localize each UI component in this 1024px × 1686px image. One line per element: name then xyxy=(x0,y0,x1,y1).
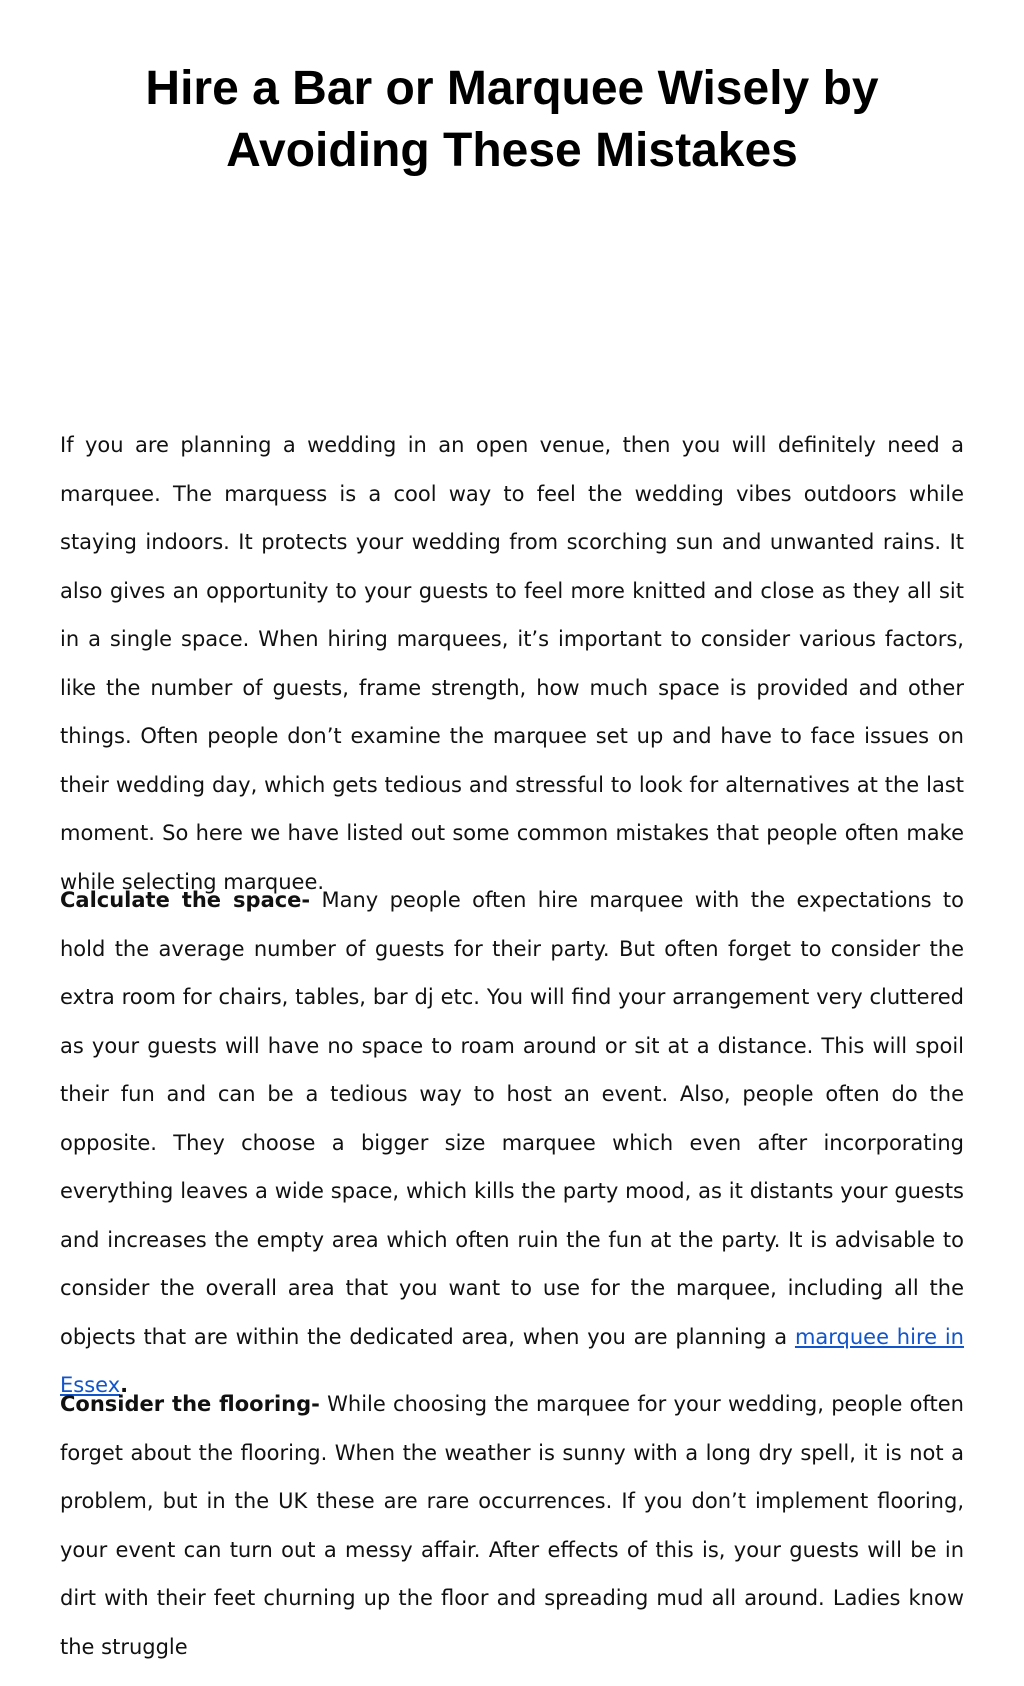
space-paragraph xyxy=(60,876,964,1410)
intro-text: If you are planning a wedding in an open venue, then you will definitely need a marquee. The marquess is a cool way to feel the wedding vibes outdoors while staying indoors. It protects your wedding from scorching sun and unwanted rains. It also gives an opportunity to your guests to feel more knitted and close as they all sit in a single space. When hiring marquees, it’s important to consider various factors, like the number of guests, frame strength, how much space is provided and other things. Often people don’t examine the marquee set up and have to face issues on their wedding day, which gets tedious and stressful to look for alternatives at the last moment. So here we have listed out some common mistakes that people often make while selecting marquee. xyxy=(60,433,964,894)
document-title xyxy=(100,58,924,182)
flooring-text: While choosing the marquee for your wedding, people often forget about the flooring. When the weather is sunny with a long dry spell, it is not a problem, but in the UK these are rare occurrences. If you don’t implement flooring, your event can turn out a messy affair. After effects of this is, your guests will be in dirt with their feet churning up the floor and spreading mud all around. Ladies know the struggle xyxy=(60,1392,964,1659)
marquee-hire-link[interactable]: marquee hire in Essex xyxy=(60,1324,964,1397)
flooring-heading: Consider the flooring- xyxy=(60,1392,320,1416)
flooring-paragraph xyxy=(60,1380,964,1671)
space-heading: Calculate the space- xyxy=(60,888,311,912)
intro-paragraph xyxy=(60,421,964,906)
space-text: Many people often hire marquee with the expectations to hold the average number of guests for their party. But often forget to consider the extra room for chairs, tables, bar dj etc. You will find your arrangement very cluttered as your guests will have no space to roam around or sit at a distance. This will spoil their fun and can be a tedious way to host an event. Also, people often do the opposite. They choose a bigger size marquee which even after incorporating everything leaves a wide space, which kills the party mood, as it distants your guests and increases the empty area which often ruin the fun at the party. It is advisable to consider the overall area that you want to use for the marquee, including all the objects that are within the dedicated area, when you are planning a xyxy=(60,888,964,1349)
title-line-1: Hire a Bar or Marquee Wisely by xyxy=(145,62,879,115)
space-end-punctuation: . xyxy=(120,1373,129,1397)
title-line-2: Avoiding These Mistakes xyxy=(226,124,798,177)
